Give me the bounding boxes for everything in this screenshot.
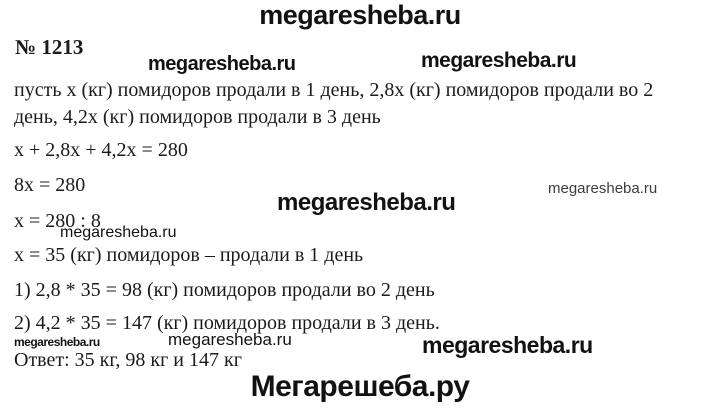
watermark: megaresheba.ru — [421, 49, 577, 72]
watermark: megaresheba.ru — [277, 189, 456, 216]
watermark: megaresheba.ru — [168, 330, 292, 349]
solution-line: х = 280 : 8 — [14, 210, 101, 232]
header-watermark: megaresheba.ru — [259, 0, 461, 30]
solution-line: 2) 4,2 * 35 = 147 (кг) помидоров продали в 3 день. — [14, 312, 440, 334]
solution-line: Ответ: 35 кг, 98 кг и 147 кг — [14, 349, 242, 371]
watermark: megaresheba.ru — [14, 335, 100, 349]
solution-line: 1) 2,8 * 35 = 98 (кг) помидоров продали во 2 день — [14, 279, 435, 301]
footer-brand: Мегарешеба.ру — [250, 370, 470, 403]
solution-line: х + 2,8х + 4,2х = 280 — [14, 139, 188, 161]
watermark: megaresheba.ru — [148, 53, 296, 75]
solution-line: 8х = 280 — [14, 174, 86, 196]
solution-line: пусть х (кг) помидоров продали в 1 день, 2,8х (кг) помидоров продали во 2 — [14, 79, 654, 101]
problem-number: № 1213 — [15, 35, 84, 59]
watermark: megaresheba.ru — [60, 224, 177, 241]
solution-line: день, 4,2х (кг) помидоров продали в 3 день — [14, 106, 381, 128]
watermark: megaresheba.ru — [548, 180, 658, 197]
solution-line: х = 35 (кг) помидоров – продали в 1 день — [14, 244, 364, 266]
watermark: megaresheba.ru — [422, 332, 593, 358]
